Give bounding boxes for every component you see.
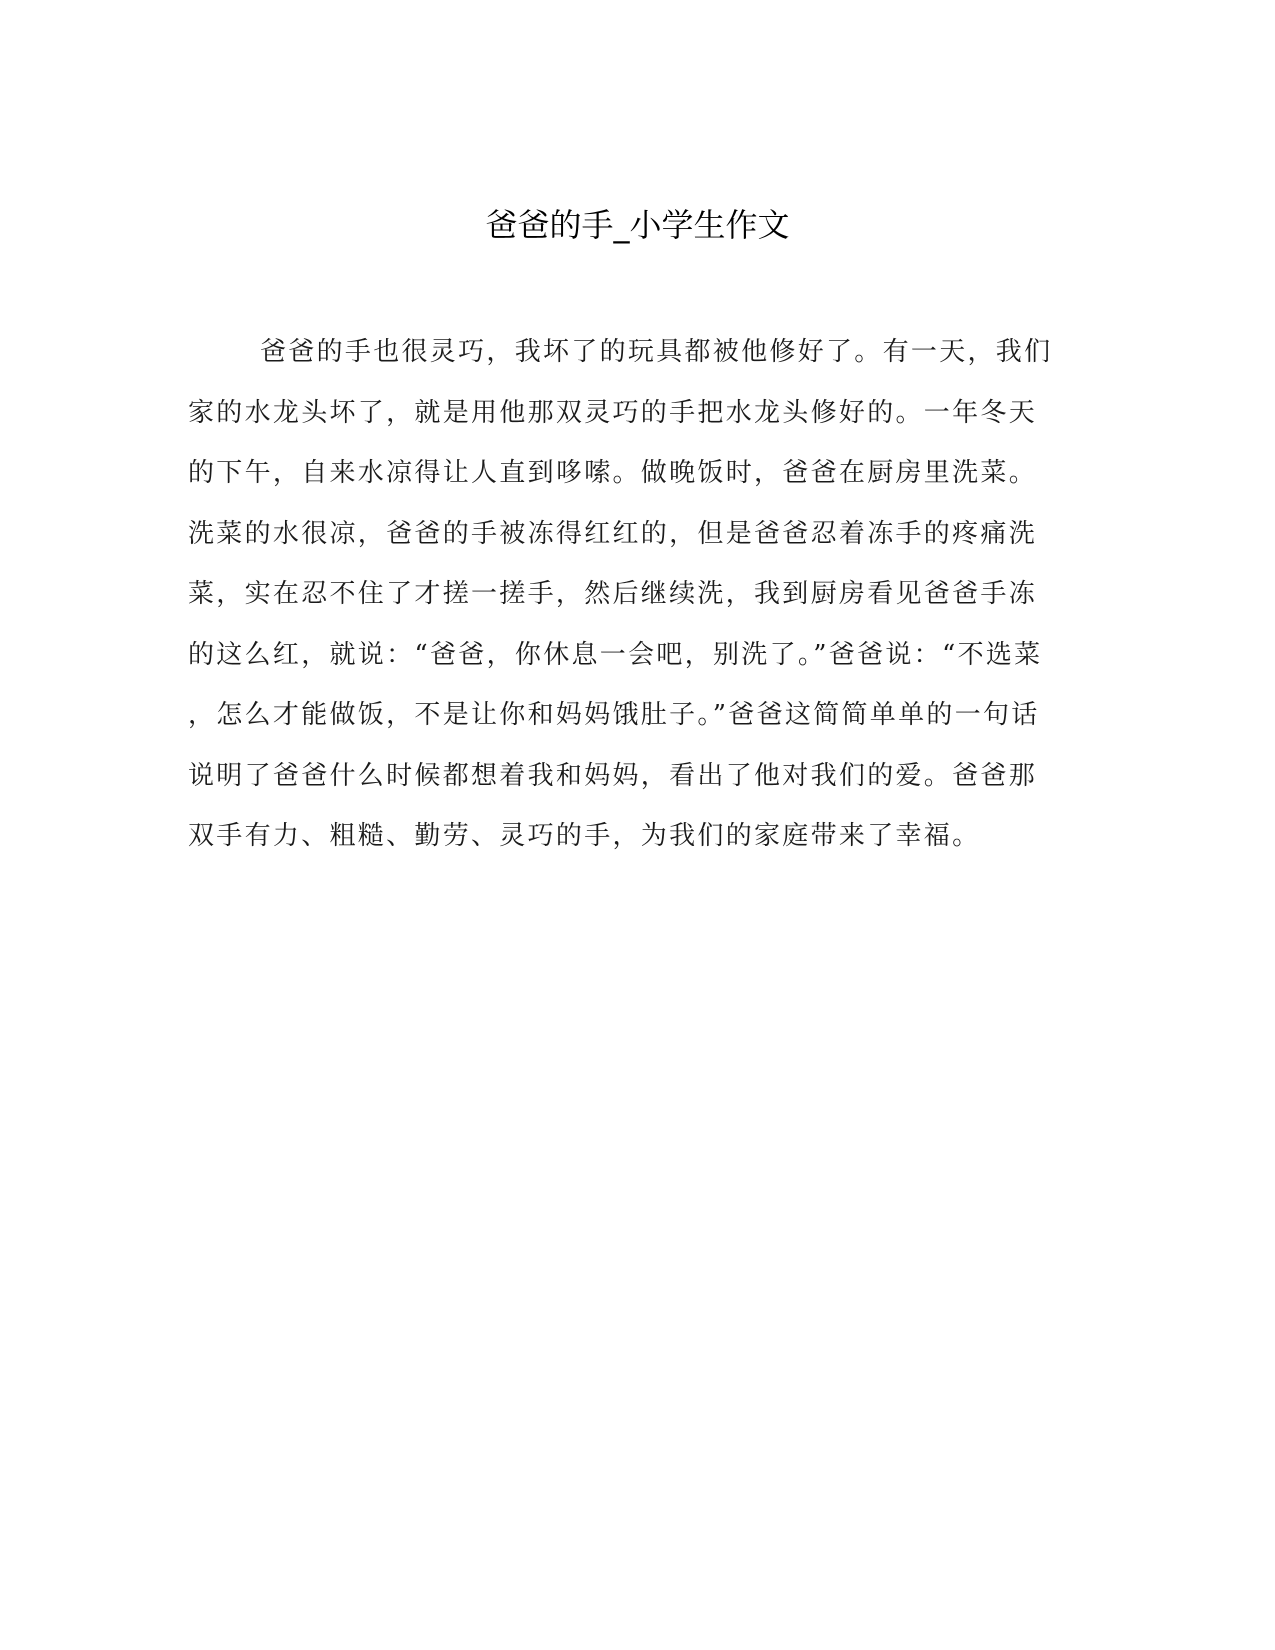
essay-line: 说明了爸爸什么时候都想着我和妈妈，看出了他对我们的爱。爸爸那 (188, 760, 1038, 791)
essay-line: 家的水龙头坏了，就是用他那双灵巧的手把水龙头修好的。一年冬天 (188, 397, 1038, 428)
document-title: 爸爸的手_小学生作文 (485, 206, 790, 244)
essay-line: 爸爸的手也很灵巧，我坏了的玩具都被他修好了。有一天，我们 (260, 337, 1053, 367)
essay-line: 菜，实在忍不住了才搓一搓手，然后继续洗，我到厨房看见爸爸手冻 (188, 579, 1038, 609)
essay-line: 的这么红，就说：“爸爸，你休息一会吧，别洗了。”爸爸说：“不选菜 (188, 639, 1043, 670)
essay-line: ，怎么才能做饭，不是让你和妈妈饿肚子。”爸爸这简简单单的一句话 (188, 700, 1040, 730)
essay-paragraph (188, 322, 1088, 867)
essay-line: 洗菜的水很凉，爸爸的手被冻得红红的，但是爸爸忍着冻手的疼痛洗 (188, 518, 1038, 549)
essay-line: 的下午，自来水凉得让人直到哆嗦。做晚饭时，爸爸在厨房里洗菜。 (188, 458, 1038, 488)
essay-line: 双手有力、粗糙、勤劳、灵巧的手，为我们的家庭带来了幸福。 (188, 821, 981, 851)
